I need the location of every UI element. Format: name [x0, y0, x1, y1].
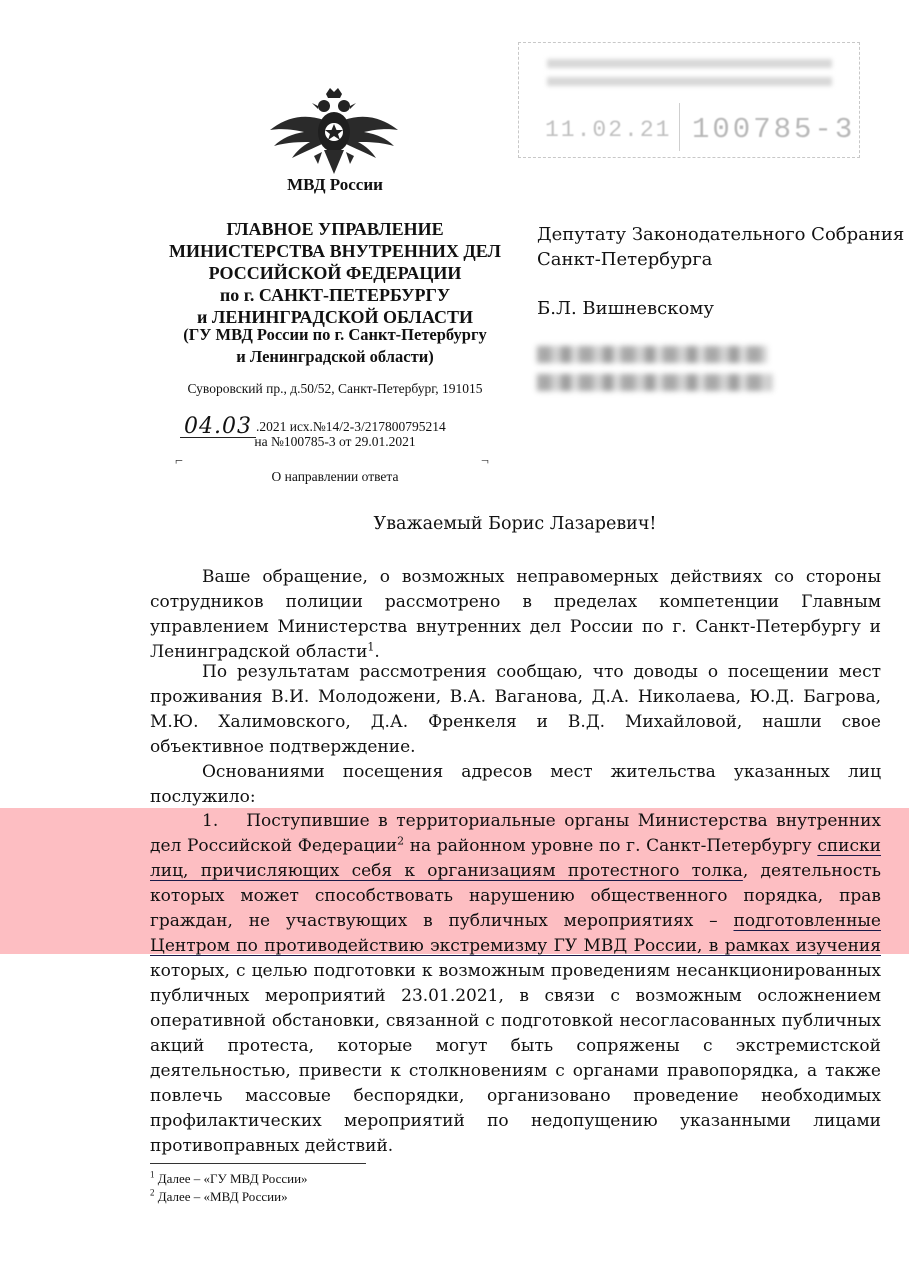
paragraph-1 [150, 565, 881, 665]
footnote-mark: 2 [150, 1187, 155, 1198]
footnote-ref-1: 1 [367, 640, 375, 654]
stamp-number: 100785-3 [692, 113, 856, 146]
recipient-title [537, 222, 904, 272]
letter-subject: О направлении ответа [271, 469, 399, 484]
registration-stamp [518, 42, 860, 158]
list-item-1 [150, 809, 881, 1159]
footnote-rule [150, 1163, 366, 1164]
paragraph-3: Основаниями посещения адресов мест жительства указанных лиц послужило: [150, 762, 881, 807]
recipient-name: Б.Л. Вишневскому [537, 298, 714, 319]
paragraph-1-text: Ваше обращение, о возможных неправомерных действиях со стороны сотрудников полиции рассмотрено в пределах компетенции Главным управлением Министерства внутренних дел России по г. Санкт-Петербургу и Ленинградской области [150, 567, 881, 662]
ministry-title: МВД России [287, 175, 383, 194]
underlined-lists-phrase: списки лиц, причисляющих себя к организациям протестного толка [150, 836, 881, 881]
outgoing-number: .2021 исх.№14/2-3/217800795214 [255, 419, 446, 434]
item-text-a: Поступившие в территориальные органы Министерства внутренних дел Российской Федерации [150, 811, 881, 856]
organization-short-name [150, 324, 520, 368]
organization-name [150, 218, 520, 328]
redacted-address-line [537, 346, 767, 363]
mvd-eagle-emblem-icon [266, 86, 402, 178]
org-line: по г. САНКТ-ПЕТЕРБУРГУ [219, 285, 451, 305]
org-short-line: (ГУ МВД России по г. Санкт-Петербургу [183, 325, 487, 344]
stamp-blurred-line [547, 59, 832, 68]
org-line: РОССИЙСКОЙ ФЕДЕРАЦИИ [208, 263, 462, 283]
recipient-line: Депутату Законодательного Собрания [537, 224, 905, 245]
org-line: ГЛАВНОЕ УПРАВЛЕНИЕ [226, 219, 444, 239]
corner-mark-left: ⌐ [175, 454, 183, 469]
incoming-reference: на №100785-3 от 29.01.2021 [254, 434, 416, 449]
footnote-text: Далее – «МВД России» [154, 1189, 288, 1204]
footnote-mark: 1 [150, 1169, 155, 1180]
organization-address: Суворовский пр., д.50/52, Санкт-Петербург, 191015 [187, 381, 483, 396]
paragraph-2: По результатам рассмотрения сообщаю, что доводы о посещении мест проживания В.И. Молодожени, В.А. Ваганова, Д.А. Николаева, Ю.Д. Багрова, М.Ю. Халимовского, Д.А. Френкеля и В.Д. Михайловой, нашли свое объективное подтверждение. [150, 662, 881, 757]
item-number: 1. [202, 811, 219, 831]
org-short-line: и Ленинградской области) [236, 347, 434, 366]
footnote-ref-2: 2 [397, 834, 405, 848]
stamp-blurred-line [547, 77, 832, 86]
corner-mark-right: ¬ [481, 454, 489, 469]
handwritten-date: 04.03 [184, 414, 252, 439]
footnote-text: Далее – «ГУ МВД России» [154, 1171, 308, 1186]
paragraph-1-end: . [374, 642, 380, 662]
org-line: МИНИСТЕРСТВА ВНУТРЕННИХ ДЕЛ [169, 241, 501, 261]
redacted-address-line [537, 374, 772, 391]
footnote-1 [150, 1171, 308, 1187]
recipient-line: Санкт-Петербурга [537, 249, 713, 270]
item-text-d: которых, с целью подготовки к возможным проведениям несанкционированных публичных мероприятий 23.01.2021, в связи с возможным осложнением оперативной обстановки, связанной с подготовкой несогласованных публичных акций протеста, которые могут быть сопряжены с экстремистской деятельностью, привести к столкновениям с органами правопорядка, а также повлечь массовые беспорядки, организовано проведение необходимых профилактических мероприятий по недопущению указанными лицами противоправных действий. [150, 961, 881, 1156]
stamp-divider [679, 103, 680, 151]
item-text-b: на районном уровне по г. Санкт-Петербургу [404, 836, 818, 856]
org-line: и ЛЕНИНГРАДСКОЙ ОБЛАСТИ [197, 307, 473, 327]
underlined-center-phrase: подготовленные Центром по противодействию экстремизму ГУ МВД России, в рамках изучения [150, 911, 881, 956]
footnote-2 [150, 1189, 288, 1205]
stamp-date: 11.02.21 [545, 117, 672, 143]
greeting: Уважаемый Борис Лазаревич! [373, 514, 657, 534]
item-text-c: , деятельность которых может способствовать нарушению общественного порядка, прав граждан, не участвующих в публичных мероприятиях – [150, 861, 882, 931]
